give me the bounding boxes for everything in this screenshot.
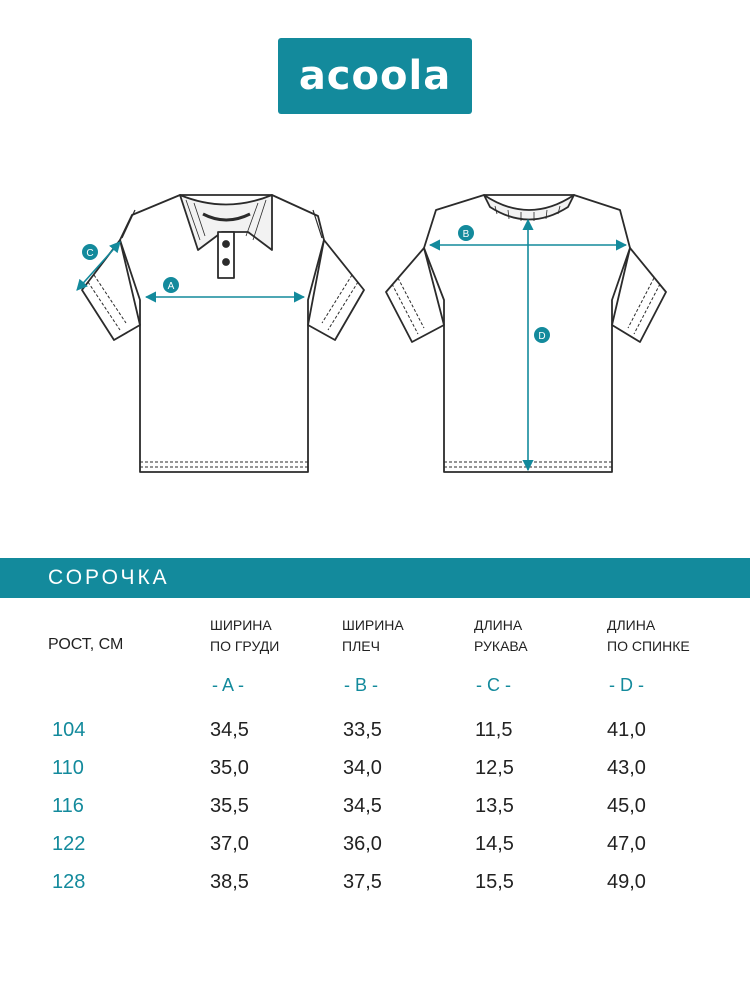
- column-header-b-line2: ПЛЕЧ: [342, 638, 380, 654]
- marker-a: [163, 277, 179, 293]
- cell-back-length: 45,0: [607, 795, 646, 817]
- cell-sleeve-length: 15,5: [475, 871, 514, 893]
- column-header-d-line1: ДЛИНА: [607, 617, 656, 633]
- logo-text: acoola: [298, 53, 452, 99]
- column-header-a-line1: ШИРИНА: [210, 617, 272, 633]
- column-header-c: [474, 615, 528, 657]
- shirt-back-view: [386, 195, 666, 472]
- cell-chest-width: 38,5: [210, 871, 249, 893]
- table-row: [0, 716, 750, 744]
- cell-chest-width: 35,5: [210, 795, 249, 817]
- cell-sleeve-length: 14,5: [475, 833, 514, 855]
- cell-back-length: 43,0: [607, 757, 646, 779]
- cell-sleeve-length: 11,5: [475, 719, 513, 741]
- cell-shoulder-width: 36,0: [343, 833, 382, 855]
- row-size: 122: [52, 833, 86, 855]
- column-code-c: - C -: [476, 675, 511, 695]
- cell-chest-width: 37,0: [210, 833, 249, 855]
- row-size: 110: [52, 757, 84, 779]
- section-header-band: [0, 558, 750, 598]
- row-size: 116: [52, 795, 84, 817]
- column-code-a: - A -: [212, 675, 245, 695]
- cell-back-length: 41,0: [607, 719, 646, 741]
- cell-back-length: 49,0: [607, 871, 646, 893]
- column-code-d: - D -: [609, 675, 644, 695]
- table-row: [0, 754, 750, 782]
- garment-measurement-diagram: [0, 180, 750, 490]
- marker-b-label: B: [462, 229, 470, 240]
- column-header-d: [607, 615, 690, 657]
- row-size: 104: [52, 719, 86, 741]
- marker-d: [534, 327, 550, 343]
- section-title: СОРОЧКА: [48, 566, 170, 589]
- cell-sleeve-length: 13,5: [475, 795, 514, 817]
- column-header-c-line2: РУКАВА: [474, 638, 528, 654]
- brand-logo: [278, 38, 472, 114]
- column-header-a: [210, 615, 279, 657]
- marker-a-label: A: [167, 281, 175, 292]
- table-row: [0, 868, 750, 896]
- cell-sleeve-length: 12,5: [475, 757, 514, 779]
- cell-shoulder-width: 37,5: [343, 871, 382, 893]
- column-header-b: [342, 615, 404, 657]
- marker-b: [458, 225, 474, 241]
- column-header-a-line2: ПО ГРУДИ: [210, 638, 280, 654]
- marker-c: [82, 244, 98, 260]
- cell-shoulder-width: 33,5: [343, 719, 382, 741]
- height-column-header: РОСТ, СМ: [48, 636, 124, 653]
- marker-c-label: C: [86, 248, 94, 259]
- cell-back-length: 47,0: [607, 833, 646, 855]
- table-row: [0, 830, 750, 858]
- cell-chest-width: 34,5: [210, 719, 249, 741]
- cell-shoulder-width: 34,0: [343, 757, 382, 779]
- column-header-b-line1: ШИРИНА: [342, 617, 404, 633]
- column-header-d-line2: ПО СПИНКЕ: [607, 638, 690, 654]
- marker-d-label: D: [538, 331, 546, 342]
- column-header-c-line1: ДЛИНА: [474, 617, 523, 633]
- table-row: [0, 792, 750, 820]
- column-code-b: - B -: [344, 675, 378, 695]
- row-size: 128: [52, 871, 86, 893]
- shirt-front-view: [82, 195, 364, 472]
- cell-shoulder-width: 34,5: [343, 795, 382, 817]
- cell-chest-width: 35,0: [210, 757, 249, 779]
